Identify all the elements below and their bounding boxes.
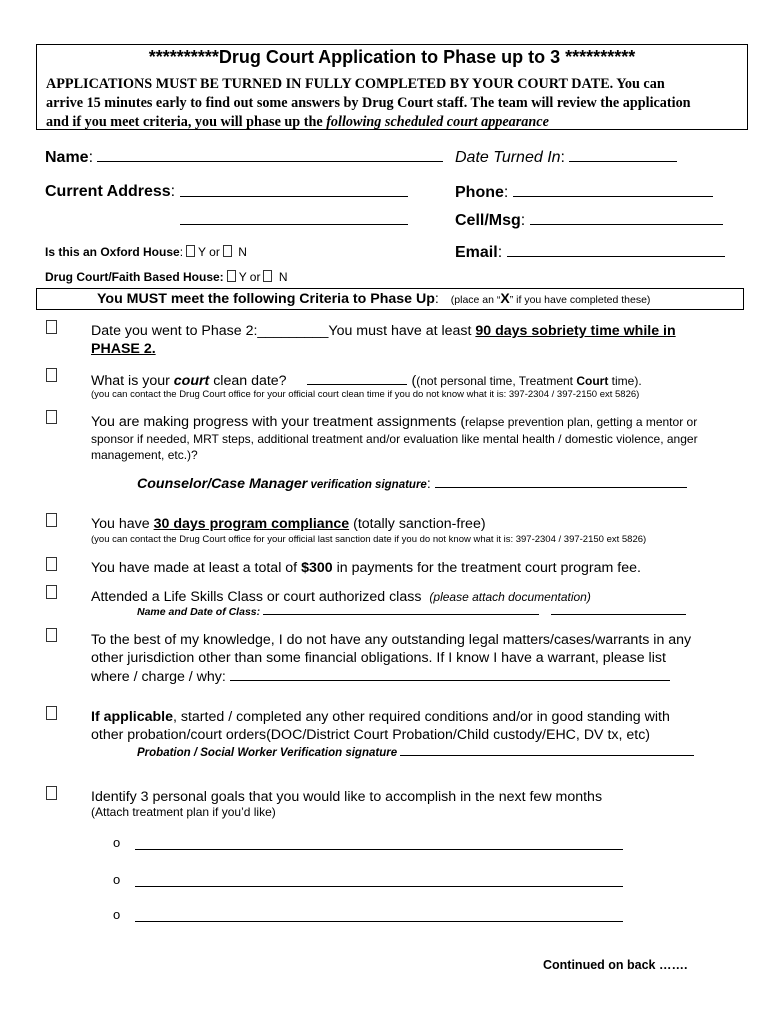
treatment-item-cont: sponsor if needed, MRT steps, additional treatment and/or evaluation like mental health / domestic violence, anger management, etc.)? xyxy=(91,432,698,462)
faith-house-question: Drug Court/Faith Based House: Y or N xyxy=(45,270,288,284)
phone-label: Phone xyxy=(455,184,504,201)
oxford-house-label: Is this an Oxford House xyxy=(45,245,180,259)
criteria-heading-box xyxy=(36,288,744,310)
goals-item: Identify 3 personal goals that you would like to accomplish in the next few months xyxy=(91,789,603,805)
applicable-item: If applicable, started / completed any other required conditions and/or in good standing with other probation/court orders(DOC/District Court Probation/Child custody/EHC, DV tx, etc) xyxy=(91,709,670,743)
name-field[interactable]: Name: xyxy=(45,148,443,167)
lifeskills-item: Attended a Life Skills Class or court authorized class (please attach documentation) xyxy=(91,589,591,605)
faith-no-checkbox[interactable] xyxy=(263,270,272,282)
clean-date-item: What is your court clean date? ((not personal time, Treatment Court time). xyxy=(91,373,642,389)
date-turned-in-field[interactable]: Date Turned In: xyxy=(455,148,677,167)
instructions-line-1: APPLICATIONS MUST BE TURNED IN FULLY COMPLETED BY YOUR COURT DATE. You can xyxy=(46,76,665,92)
clean-date-note: (you can contact the Drug Court office for your official court clean time if you do not know what it is: 397-2304 / 397-2150 ext 5826) xyxy=(91,389,640,400)
current-address-label: Current Address xyxy=(45,183,171,200)
phase2-checkbox[interactable] xyxy=(46,320,57,334)
current-address-label-wrap: Current Address: xyxy=(45,183,176,200)
cell-label: Cell/Msg xyxy=(455,212,521,229)
oxford-no-checkbox[interactable] xyxy=(223,245,232,257)
oxford-yes-checkbox[interactable] xyxy=(186,245,195,257)
cell-field[interactable]: Cell/Msg: xyxy=(455,211,723,230)
faith-yes-checkbox[interactable] xyxy=(227,270,236,282)
continued-on-back: Continued on back ……. xyxy=(543,958,688,972)
criteria-heading: You MUST meet the following Criteria to Phase Up: (place an “X” if you have completed these) xyxy=(97,290,651,307)
lifeskills-checkbox[interactable] xyxy=(46,585,57,599)
legal-item: To the best of my knowledge, I do not have any outstanding legal matters/cases/warrants in any other jurisdiction other than some financial obligations. If I know I have a warrant, please list where / charge / why: xyxy=(91,632,692,685)
email-label: Email xyxy=(455,244,498,261)
name-label: Name xyxy=(45,149,89,166)
goals-note: (Attach treatment plan if you’d like) xyxy=(91,805,276,819)
goal-bullet-1: o xyxy=(113,835,121,850)
lifeskills-class-field[interactable]: Name and Date of Class: xyxy=(137,604,686,618)
goals-checkbox[interactable] xyxy=(46,786,57,800)
probation-signature-field[interactable]: Probation / Social Worker Verification signature xyxy=(137,744,694,759)
instructions-line-2: arrive 15 minutes early to find out some answers by Drug Court staff. The team will review the application xyxy=(46,95,691,111)
oxford-house-question: Is this an Oxford House: Y or N xyxy=(45,245,247,259)
goal-bullet-2: o xyxy=(113,872,121,887)
faith-house-label: Drug Court/Faith Based House: xyxy=(45,270,224,284)
applicable-checkbox[interactable] xyxy=(46,706,57,720)
counselor-signature-field[interactable]: Counselor/Case Manager verification signature: xyxy=(137,474,687,492)
legal-where-line[interactable] xyxy=(230,667,670,681)
date-turned-in-label: Date Turned In xyxy=(455,149,561,166)
payment-item: You have made at least a total of $300 in payments for the treatment court program fee. xyxy=(91,560,641,576)
compliance-checkbox[interactable] xyxy=(46,513,57,527)
email-field[interactable]: Email: xyxy=(455,243,725,262)
treatment-item: You are making progress with your treatment assignments (relapse prevention plan, getting a mentor or xyxy=(91,414,698,430)
goal-bullet-3: o xyxy=(113,907,121,922)
goal-line-3[interactable] xyxy=(135,908,623,925)
treatment-checkbox[interactable] xyxy=(46,410,57,424)
compliance-item: You have 30 days program compliance (totally sanction-free) xyxy=(91,516,486,532)
header-box xyxy=(36,44,748,130)
payment-checkbox[interactable] xyxy=(46,557,57,571)
compliance-note: (you can contact the Drug Court office for your official last sanction date if you do not know what it is: 397-2304 / 397-2150 ext 5826) xyxy=(91,534,647,545)
form-title: **********Drug Court Application to Phase up to 3 ********** xyxy=(148,47,636,67)
instructions xyxy=(46,75,746,132)
clean-date-checkbox[interactable] xyxy=(46,368,57,382)
phone-field[interactable]: Phone: xyxy=(455,183,713,202)
address-line-2[interactable] xyxy=(180,211,408,228)
legal-checkbox[interactable] xyxy=(46,628,57,642)
instructions-line-3: and if you meet criteria, you will phase up the following scheduled court appearance xyxy=(46,114,549,130)
goal-line-2[interactable] xyxy=(135,873,623,890)
address-line-1[interactable] xyxy=(180,183,408,200)
phase2-item: Date you went to Phase 2:_________You must have at least 90 days sobriety time while in PHASE 2. xyxy=(91,323,676,357)
goal-line-1[interactable] xyxy=(135,836,623,853)
